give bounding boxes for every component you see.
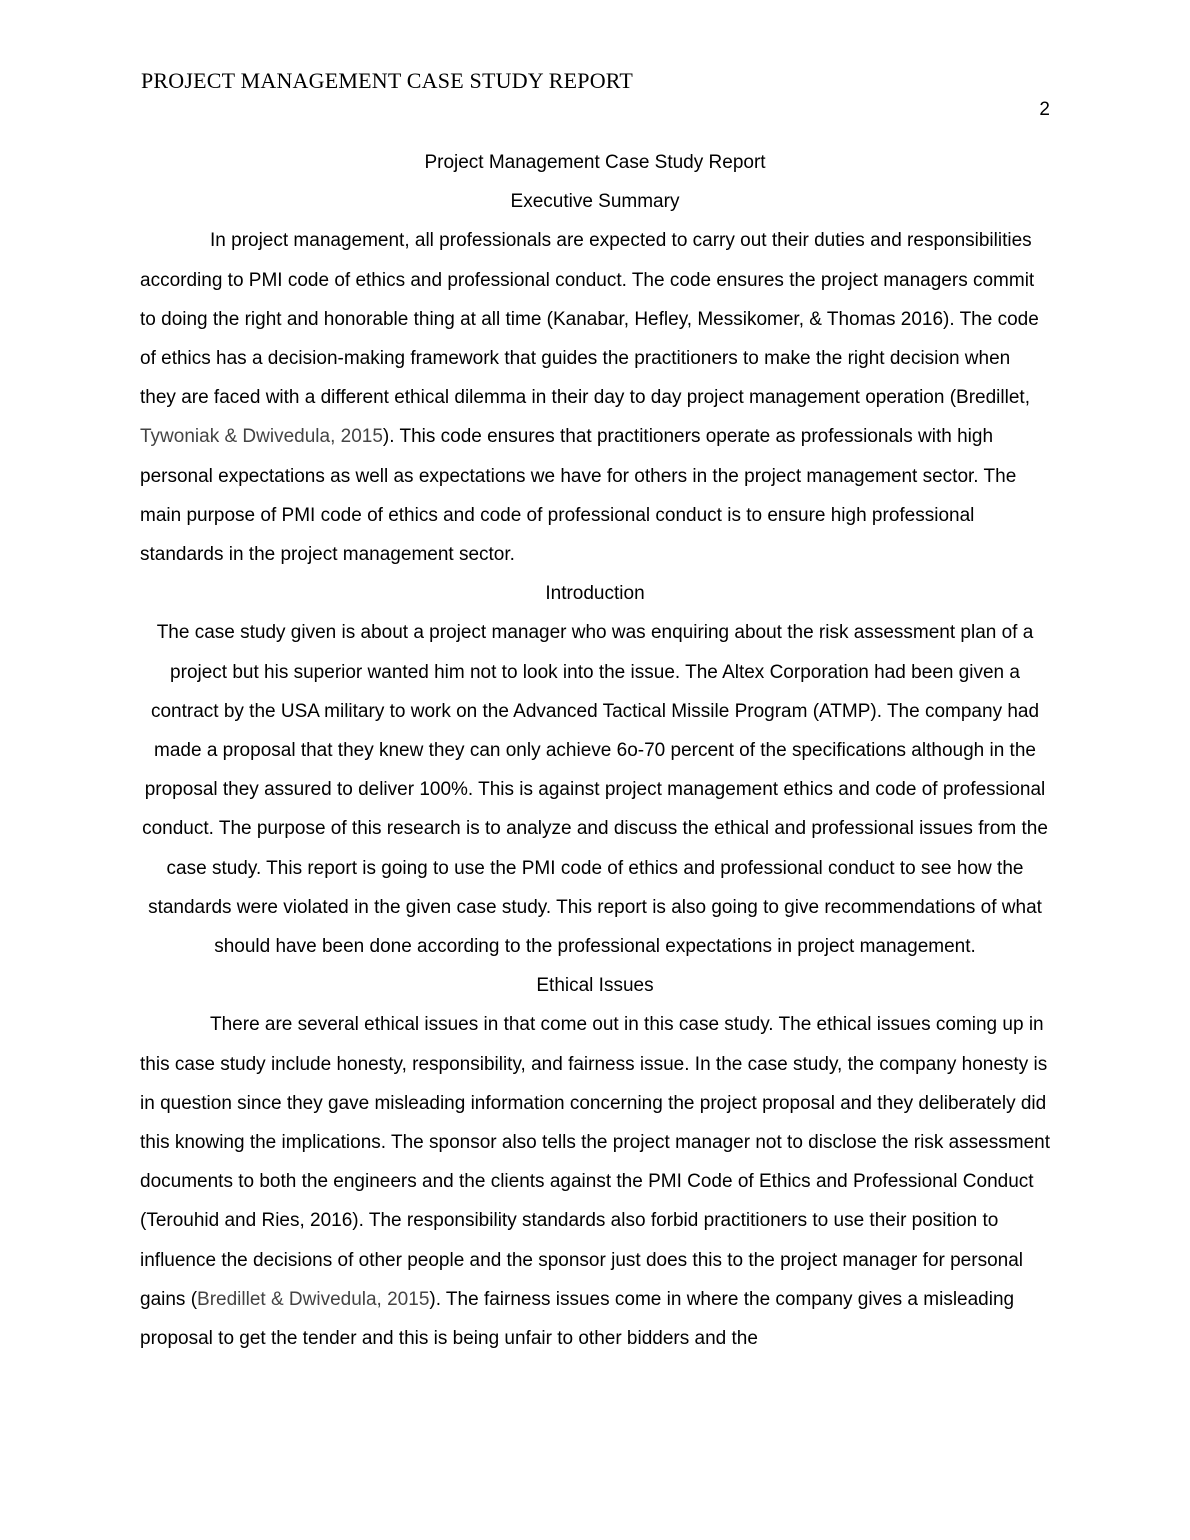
citation-bredillet-dwivedula: Bredillet & Dwivedula, 2015 [197,1288,430,1310]
document-body [140,143,1050,1358]
introduction-paragraph: The case study given is about a project manager who was enquiring about the risk assessment plan of a project but his superior wanted him not to look into the issue. The Altex Corporation had been given a contract by the USA military to work on the Advanced Tactical Missile Program (ATMP). The company had made a proposal that they knew they can only achieve 6o-70 percent of the specifications although in the proposal they assured to deliver 100%. This is against project management ethics and code of professional conduct. The purpose of this research is to analyze and discuss the ethical and professional issues from the case study. This report is going to use the PMI code of ethics and professional conduct to see how the standards were violated in the given case study. This report is also going to give recommendations of what should have been done according to the professional expectations in project management. [142,622,1048,958]
ethical-issues-text-start: There are several ethical issues in that come out in this case study. The ethical issues coming up in this case study include honesty, responsibility, and fairness issue. In the case study, the company honesty is in question since they gave misleading information concerning the project proposal and they deliberately did this knowing the implications. The sponsor also tells the project manager not to disclose the risk assessment documents to both the engineers and the clients against the PMI Code of Ethics and Professional Conduct (Terouhid and Ries, 2016). The responsibility standards also forbid practitioners to use their position to influence the decisions of other people and the sponsor just does this to the project manager for personal gains ( [140,1014,1050,1310]
citation-tywoniak-dwivedula: Tywoniak & Dwivedula, 2015 [140,426,383,448]
page-number: 2 [1039,99,1050,120]
executive-summary-text-start: In project management, all professionals are expected to carry out their duties and responsibilities according to PMI code of ethics and professional conduct. The code ensures the project managers commit to doing the right and honorable thing at all time (Kanabar, Hefley, Messikomer, & Thomas 2016). The code of ethics has a decision-making framework that guides the practitioners to make the right decision when they are faced with a different ethical dilemma in their day to day project management operation (Bredillet, [140,230,1039,409]
executive-summary-heading: Executive Summary [510,191,680,213]
ethical-issues-paragraph [140,1005,1050,1358]
executive-summary-paragraph [140,221,1050,574]
running-head: PROJECT MANAGEMENT CASE STUDY REPORT [141,68,633,93]
executive-summary-text-end: ). This code ensures that practitioners operate as professionals with high personal expectations as well as expectations we have for others in the project management sector. The main purpose of PMI code of ethics and code of professional conduct is to ensure high professional standards in the project management sector. [140,426,1017,566]
document-title: Project Management Case Study Report [424,152,766,173]
ethical-issues-heading: Ethical Issues [536,975,654,997]
ethical-issues-text-end: ). The fairness issues come in where the company gives a misleading proposal to get the tender and this is being unfair to other bidders and the [140,1288,1015,1350]
introduction-heading: Introduction [545,583,645,605]
